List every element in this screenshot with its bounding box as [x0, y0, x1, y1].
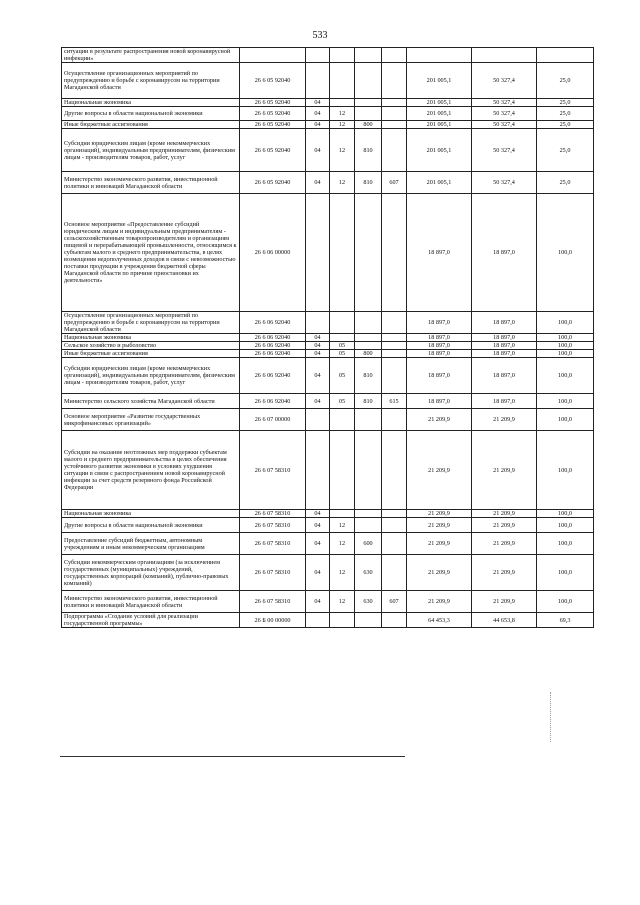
bottom-rule: [60, 756, 405, 757]
cell-code: 26 6 05 92040: [240, 129, 306, 172]
table-row: [62, 121, 594, 129]
cell-gr: [382, 121, 407, 129]
cell-vr: 810: [355, 129, 382, 172]
cell-gr: [382, 409, 407, 431]
cell-vr: [355, 613, 382, 628]
cell-vr: [355, 48, 382, 63]
cell-name: Субсидии некоммерческим организациям (за исключением государственных (муниципальных) учреждений, государственных корпораций (компаний), публично-правовых компаний): [62, 555, 240, 591]
cell-pct: 25,0: [537, 172, 594, 194]
cell-pct: [537, 48, 594, 63]
cell-gr: [382, 518, 407, 533]
cell-gr: 607: [382, 591, 407, 613]
cell-sec: 04: [306, 510, 330, 518]
cell-vr: [355, 312, 382, 334]
table-row: [62, 99, 594, 107]
cell-gr: [382, 99, 407, 107]
table-row: [62, 555, 594, 591]
cell-code: 26 6 05 92040: [240, 63, 306, 99]
cell-sub: 12: [330, 107, 355, 121]
cell-name: Иные бюджетные ассигнования: [62, 350, 240, 358]
cell-vr: 600: [355, 533, 382, 555]
table-row: [62, 518, 594, 533]
page-number: 533: [312, 30, 328, 41]
cell-fact: 21 209,9: [472, 409, 537, 431]
cell-fact: 50 327,4: [472, 129, 537, 172]
cell-gr: [382, 194, 407, 312]
cell-vr: [355, 107, 382, 121]
cell-name: Субсидии на оказание неотложных мер поддержки субъектам малого и среднего предпринимательства в целях обеспечения устойчивого развития экономики в условиях ухудшения ситуации в связи с распространением новой коронавирусной инфекции за счет средств резервного фонда Российской Федерации: [62, 431, 240, 510]
cell-sec: 04: [306, 121, 330, 129]
table-row: [62, 394, 594, 409]
cell-sec: 04: [306, 350, 330, 358]
table-row: [62, 591, 594, 613]
cell-fact: 21 209,9: [472, 518, 537, 533]
cell-pct: 100,0: [537, 194, 594, 312]
cell-vr: 630: [355, 555, 382, 591]
cell-pct: 25,0: [537, 121, 594, 129]
cell-plan: 21 209,9: [407, 409, 472, 431]
cell-pct: 100,0: [537, 518, 594, 533]
cell-sec: 04: [306, 394, 330, 409]
cell-sub: 12: [330, 121, 355, 129]
cell-gr: 607: [382, 172, 407, 194]
cell-vr: 810: [355, 394, 382, 409]
cell-pct: 100,0: [537, 555, 594, 591]
table-row: [62, 358, 594, 394]
cell-fact: 50 327,4: [472, 172, 537, 194]
cell-fact: 21 209,9: [472, 591, 537, 613]
cell-plan: 18 897,0: [407, 334, 472, 342]
cell-pct: 100,0: [537, 409, 594, 431]
cell-gr: [382, 510, 407, 518]
cell-name: Национальная экономика: [62, 99, 240, 107]
cell-name: Сельское хозяйство и рыболовство: [62, 342, 240, 350]
cell-code: 26 6 06 92040: [240, 312, 306, 334]
cell-pct: 25,0: [537, 63, 594, 99]
cell-name: Основное мероприятие «Предоставление субсидий юридическим лицам и индивидуальным предпринимателям - сельскохозяйственным товаропроизводителям и организациям пищевой и перерабатывающей промышленности, относящимся к субъектам малого и среднего предпринимательства, в целях возмещения недополученных доходов в связи с невозможностью поставки продукции в учреждения бюджетной сферы Магаданской области по причине приостановки их деятельности»: [62, 194, 240, 312]
cell-plan: 201 005,1: [407, 99, 472, 107]
cell-plan: 21 209,9: [407, 533, 472, 555]
cell-sec: 04: [306, 555, 330, 591]
cell-gr: [382, 129, 407, 172]
cell-sub: 12: [330, 172, 355, 194]
table-row: [62, 107, 594, 121]
cell-pct: 100,0: [537, 394, 594, 409]
cell-fact: 18 897,0: [472, 312, 537, 334]
cell-sec: [306, 312, 330, 334]
cell-gr: [382, 533, 407, 555]
cell-code: 26 6 06 92040: [240, 334, 306, 342]
cell-plan: 18 897,0: [407, 342, 472, 350]
cell-name: Национальная экономика: [62, 334, 240, 342]
cell-fact: 21 209,9: [472, 533, 537, 555]
cell-plan: 201 005,1: [407, 121, 472, 129]
cell-gr: [382, 350, 407, 358]
cell-vr: 810: [355, 172, 382, 194]
cell-pct: 100,0: [537, 358, 594, 394]
cell-gr: [382, 48, 407, 63]
cell-vr: 800: [355, 121, 382, 129]
table-row: [62, 334, 594, 342]
cell-sec: 04: [306, 107, 330, 121]
table-row: [62, 533, 594, 555]
cell-sub: [330, 431, 355, 510]
cell-code: 26 Б 00 00000: [240, 613, 306, 628]
table-row: [62, 63, 594, 99]
cell-gr: [382, 358, 407, 394]
cell-plan: 18 897,0: [407, 394, 472, 409]
cell-name: Другие вопросы в области национальной экономики: [62, 107, 240, 121]
cell-sub: 05: [330, 358, 355, 394]
cell-sub: [330, 409, 355, 431]
cell-code: 26 6 07 58310: [240, 510, 306, 518]
cell-name: Осуществление организационных мероприятий по предупреждению и борьбе с коронавирусом на территории Магаданской области: [62, 312, 240, 334]
cell-sub: 12: [330, 555, 355, 591]
cell-sec: [306, 48, 330, 63]
cell-pct: 25,0: [537, 99, 594, 107]
cell-vr: 800: [355, 350, 382, 358]
cell-sub: [330, 99, 355, 107]
cell-gr: [382, 431, 407, 510]
cell-plan: 18 897,0: [407, 194, 472, 312]
cell-name: Субсидии юридическим лицам (кроме некоммерческих организаций), индивидуальным предпринимателям, физическим лицам - производителям товаров, работ, услуг: [62, 358, 240, 394]
cell-fact: 18 897,0: [472, 350, 537, 358]
cell-sec: 04: [306, 358, 330, 394]
cell-sec: 04: [306, 172, 330, 194]
cell-plan: 21 209,9: [407, 591, 472, 613]
cell-plan: 21 209,9: [407, 518, 472, 533]
cell-code: 26 6 06 92040: [240, 350, 306, 358]
cell-pct: 100,0: [537, 334, 594, 342]
cell-sec: [306, 431, 330, 510]
cell-code: 26 6 07 58310: [240, 533, 306, 555]
cell-plan: 201 005,1: [407, 107, 472, 121]
cell-plan: 201 005,1: [407, 172, 472, 194]
table-row: [62, 350, 594, 358]
cell-sub: [330, 48, 355, 63]
cell-fact: 18 897,0: [472, 194, 537, 312]
cell-gr: [382, 107, 407, 121]
cell-sub: [330, 63, 355, 99]
cell-sec: [306, 194, 330, 312]
cell-gr: [382, 334, 407, 342]
cell-fact: 21 209,9: [472, 555, 537, 591]
cell-plan: 64 453,3: [407, 613, 472, 628]
cell-sub: [330, 613, 355, 628]
cell-code: 26 6 05 92040: [240, 107, 306, 121]
cell-plan: 201 005,1: [407, 129, 472, 172]
cell-name: Субсидии юридическим лицам (кроме некоммерческих организаций), индивидуальным предпринимателям, физическим лицам - производителям товаров, работ, услуг: [62, 129, 240, 172]
table-row: [62, 431, 594, 510]
cell-code: 26 6 06 92040: [240, 342, 306, 350]
cell-gr: [382, 555, 407, 591]
table-row: [62, 510, 594, 518]
cell-sec: 04: [306, 533, 330, 555]
cell-code: [240, 48, 306, 63]
cell-fact: 18 897,0: [472, 358, 537, 394]
cell-pct: 100,0: [537, 312, 594, 334]
cell-vr: [355, 334, 382, 342]
cell-sub: [330, 510, 355, 518]
cell-fact: 50 327,4: [472, 63, 537, 99]
cell-sub: [330, 334, 355, 342]
cell-code: 26 6 07 58310: [240, 518, 306, 533]
cell-code: 26 6 06 92040: [240, 394, 306, 409]
table-row: [62, 409, 594, 431]
table-row: [62, 342, 594, 350]
cell-gr: [382, 342, 407, 350]
cell-code: 26 6 05 92040: [240, 99, 306, 107]
cell-vr: [355, 194, 382, 312]
cell-name: Осуществление организационных мероприятий по предупреждению и борьбе с коронавирусом на территории Магаданской области: [62, 63, 240, 99]
cell-pct: 100,0: [537, 510, 594, 518]
cell-sub: 12: [330, 533, 355, 555]
cell-code: 26 6 05 92040: [240, 172, 306, 194]
cell-plan: 21 209,9: [407, 431, 472, 510]
cell-name: Министерство экономического развития, инвестиционной политики и инноваций Магаданской области: [62, 591, 240, 613]
cell-sub: [330, 312, 355, 334]
cell-sec: 04: [306, 591, 330, 613]
cell-pct: 100,0: [537, 533, 594, 555]
cell-plan: 21 209,9: [407, 510, 472, 518]
cell-code: 26 6 06 92040: [240, 358, 306, 394]
cell-name: ситуации в результате распространения новой коронавирусной инфекции»: [62, 48, 240, 63]
cell-fact: 21 209,9: [472, 431, 537, 510]
cell-sec: [306, 613, 330, 628]
table-row: [62, 48, 594, 63]
cell-sub: 05: [330, 350, 355, 358]
cell-fact: 18 897,0: [472, 342, 537, 350]
cell-vr: [355, 510, 382, 518]
cell-name: Министерство сельского хозяйства Магаданской области: [62, 394, 240, 409]
cell-fact: 18 897,0: [472, 394, 537, 409]
cell-sec: 04: [306, 129, 330, 172]
cell-sub: 05: [330, 394, 355, 409]
table-row: [62, 613, 594, 628]
cell-sec: 04: [306, 342, 330, 350]
cell-code: 26 6 05 92040: [240, 121, 306, 129]
cell-fact: 50 327,4: [472, 99, 537, 107]
cell-pct: 100,0: [537, 342, 594, 350]
cell-name: Министерство экономического развития, инвестиционной политики и инноваций Магаданской области: [62, 172, 240, 194]
cell-plan: 18 897,0: [407, 312, 472, 334]
cell-code: 26 6 07 58310: [240, 555, 306, 591]
cell-pct: 25,0: [537, 129, 594, 172]
cell-plan: [407, 48, 472, 63]
table-row: [62, 194, 594, 312]
cell-fact: 44 653,8: [472, 613, 537, 628]
cell-code: 26 6 07 58310: [240, 431, 306, 510]
cell-gr: 615: [382, 394, 407, 409]
table-row: [62, 312, 594, 334]
cell-code: 26 6 07 58310: [240, 591, 306, 613]
cell-sub: [330, 194, 355, 312]
cell-fact: [472, 48, 537, 63]
cell-plan: 18 897,0: [407, 358, 472, 394]
cell-name: Подпрограмма «Создание условий для реализации государственной программы»: [62, 613, 240, 628]
cell-name: Предоставление субсидий бюджетным, автономным учреждениям и иным некоммерческим организациям: [62, 533, 240, 555]
cell-sec: [306, 409, 330, 431]
table-row: [62, 129, 594, 172]
cell-vr: [355, 99, 382, 107]
cell-pct: 100,0: [537, 591, 594, 613]
cell-sec: 04: [306, 518, 330, 533]
cell-vr: 630: [355, 591, 382, 613]
cell-code: 26 6 07 00000: [240, 409, 306, 431]
cell-sec: 04: [306, 99, 330, 107]
cell-plan: 201 005,1: [407, 63, 472, 99]
cell-name: Другие вопросы в области национальной экономики: [62, 518, 240, 533]
cell-pct: 25,0: [537, 107, 594, 121]
cell-vr: [355, 409, 382, 431]
cell-vr: [355, 431, 382, 510]
cell-pct: 100,0: [537, 350, 594, 358]
cell-vr: [355, 518, 382, 533]
cell-sec: [306, 63, 330, 99]
cell-fact: 21 209,9: [472, 510, 537, 518]
table-body: [62, 48, 594, 628]
cell-vr: [355, 63, 382, 99]
budget-table: [61, 47, 594, 628]
cell-pct: 100,0: [537, 431, 594, 510]
cell-vr: 810: [355, 358, 382, 394]
cell-sub: 12: [330, 129, 355, 172]
cell-sub: 05: [330, 342, 355, 350]
table-row: [62, 172, 594, 194]
cell-code: 26 6 06 00000: [240, 194, 306, 312]
dotted-line: [550, 692, 552, 742]
cell-plan: 21 209,9: [407, 555, 472, 591]
cell-sec: 04: [306, 334, 330, 342]
cell-name: Национальная экономика: [62, 510, 240, 518]
cell-plan: 18 897,0: [407, 350, 472, 358]
cell-fact: 18 897,0: [472, 334, 537, 342]
cell-name: Иные бюджетные ассигнования: [62, 121, 240, 129]
cell-fact: 50 327,4: [472, 107, 537, 121]
cell-fact: 50 327,4: [472, 121, 537, 129]
cell-gr: [382, 63, 407, 99]
cell-vr: [355, 342, 382, 350]
cell-gr: [382, 613, 407, 628]
cell-sub: 12: [330, 518, 355, 533]
cell-name: Основное мероприятие «Развитие государственных микрофинансовых организаций»: [62, 409, 240, 431]
cell-pct: 69,3: [537, 613, 594, 628]
cell-gr: [382, 312, 407, 334]
cell-sub: 12: [330, 591, 355, 613]
